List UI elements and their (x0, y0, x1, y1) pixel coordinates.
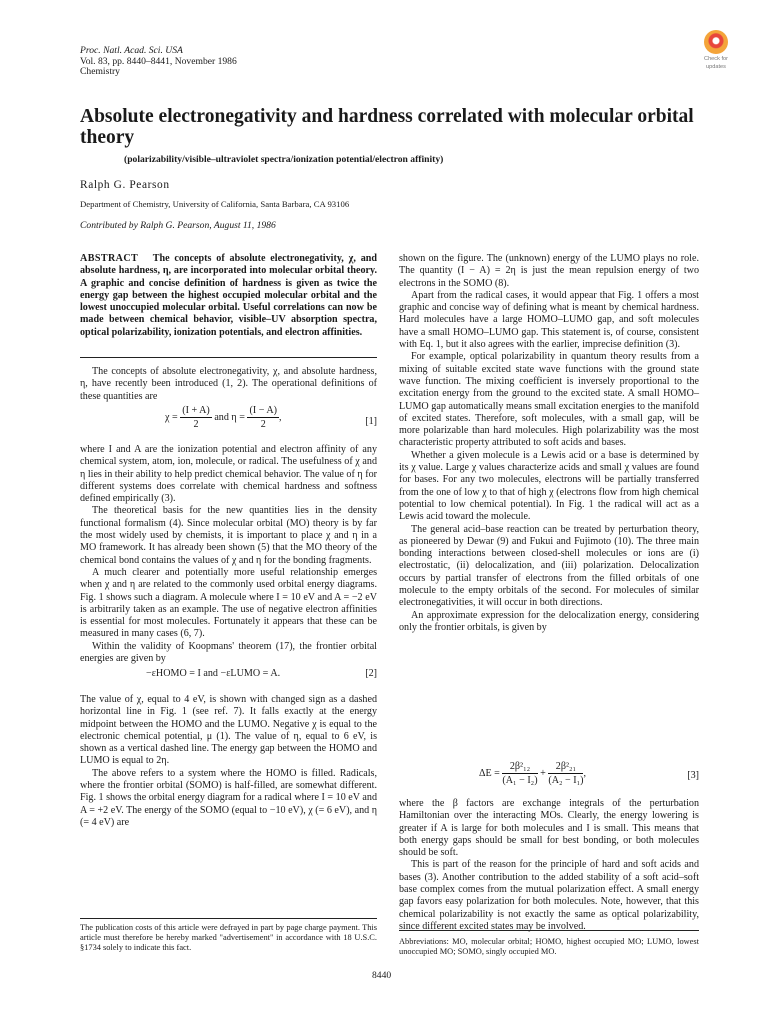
paragraph: Within the validity of Koopmans' theorem (17), the frontier orbital energies are given by (80, 640, 377, 665)
journal-name: Proc. Natl. Acad. Sci. USA (80, 45, 183, 56)
eq1-tail: , (279, 411, 282, 423)
right-column-block-1 (399, 253, 699, 634)
paragraph: Apart from the radical cases, it would appear that Fig. 1 offers a most graphic and concise way of defining what is meant by chemical hardness. Hard molecules have a large HOMO–LUMO gap, and soft molecules have a small HOMO–LUMO gap. This statement is, of course, consistent with Eq. 1, but it also agrees with the earlier, imprecise definition (3). (399, 289, 699, 351)
paragraph: The concepts of absolute electronegativity, χ, and absolute hardness, η, have recently been introduced (1, 2). The operational definitions of these quantities are (80, 366, 377, 402)
paragraph: An approximate expression for the delocalization energy, considering only the frontier orbitals, is given by (399, 609, 699, 633)
left-column-block-3 (80, 694, 377, 829)
eq1-den2: 2 (260, 419, 266, 430)
check-updates-icon (704, 30, 728, 54)
right-column-block-2 (399, 798, 699, 933)
eq3-plus: + (540, 767, 546, 779)
eq1-lhs: χ = (165, 411, 178, 423)
paragraph: where I and A are the ionization potential and electron affinity of any chemical system, atom, ion, molecule, or radical. The usefulness of χ and η lies in their ability to help predict chemical behavior. The value of η for different systems does correlate with chemical hardness and softness defined empirically (3). (80, 444, 377, 505)
eq1-num1: (I + A) (182, 405, 210, 416)
footnote-divider (80, 918, 377, 919)
left-column-block-2 (80, 444, 377, 665)
eq3-fraction-1 (502, 760, 537, 787)
page-number: 8440 (372, 970, 392, 981)
paragraph: Whether a given molecule is a Lewis acid or a base is determined by its χ value. Large χ values characterize acids and small χ values are found for bases. For any two molecules, electrons will be partially transferred from the one of low χ to that of high χ (electrons flow from high chemical potential to low chemical potential). In Fig. 1 the radical will act as a Lewis acid toward the molecule. (399, 449, 699, 523)
abstract-divider (80, 357, 377, 358)
abbreviations-divider (399, 930, 699, 931)
paragraph: shown on the figure. The (unknown) energy of the LUMO plays no role. The quantity (I − A) = 2η is just the mean repulsion energy of two electrons in the SOMO (8). (399, 253, 699, 289)
paragraph: This is part of the reason for the principle of hard and soft acids and bases (3). Another contribution to the added stability of a soft acid–soft base complex comes from the mutual polarization effect. A small energy gap favors easy polarization for both molecules. Note, however, that this chemical polarizability is not exactly the same as optical polarizability, since different excited states may be involved. (399, 859, 699, 932)
eq3-tail: , (583, 767, 587, 779)
abstract-heading: ABSTRACT (80, 253, 139, 264)
eq1-fraction-1 (180, 404, 212, 431)
abbreviations-footnote: Abbreviations: MO, molecular orbital; HOMO, highest occupied MO; LUMO, lowest unoccupied MO; SOMO, singly occupied MO. (399, 937, 699, 956)
paragraph: The theoretical basis for the new quantities lies in the density functional formalism (4). Since molecular orbital (MO) theory is by far the most widely used by chemists, it is important to place χ and η in a MO framework. It has already been shown (5) that the MO theory of the chemical bond contains the values of χ and η for the bonding fragments. (80, 505, 377, 566)
journal-section: Chemistry (80, 66, 120, 78)
eq3-number: [3] (687, 770, 699, 781)
badge-label-1: Check for (704, 56, 728, 62)
eq2-number: [2] (365, 668, 377, 679)
eq1-num2: (I − A) (249, 405, 278, 416)
check-for-updates-badge[interactable] (696, 30, 736, 70)
abstract-text: The concepts of absolute electronegativity, χ, and absolute hardness, η, are incorporated into molecular orbital theory. A graphic and concise definition of hardness is given as twice the energy gap between the highest occupied molecular orbital and the lowest unoccupied molecular orbital. Useful correlations can now be made between chemical behavior, visible–UV absorption spectra, optical polarizability, ionization potentials, and electron affinities. (80, 253, 378, 338)
eq3-den1: (A₁ − I₂) (502, 775, 538, 786)
eq2-text: −εHOMO = I and −εLUMO = A. (146, 668, 281, 679)
paragraph: where the β factors are exchange integrals of the perturbation Hamiltonian over the interacting MOs. Clearly, the energy lowering is greater if A is large for both molecules and I is small. This means that both energy gaps should be small for best bonding, or both molecules should be soft. (399, 798, 699, 859)
eq1-den1: 2 (193, 419, 199, 430)
eq3-fraction-2 (548, 760, 583, 787)
left-column-block-1 (80, 366, 377, 403)
publication-footnote: The publication costs of this article were defrayed in part by page charge payment. This article must therefore be hereby marked "advertisement" in accordance with 18 U.S.C. §1734 solely to indicate this fact. (80, 923, 377, 952)
journal-citation (80, 46, 237, 78)
affiliation: Department of Chemistry, University of California, Santa Barbara, CA 93106 (80, 199, 350, 209)
badge-label-2: updates (706, 64, 726, 70)
eq3-num2: 2β²₂₁ (548, 760, 583, 774)
article-title: Absolute electronegativity and hardness correlated with molecular orbital theory (80, 106, 694, 148)
paragraph: The value of χ, equal to 4 eV, is shown with changed sign as a dashed horizontal line in Fig. 1 (see ref. 7). It falls exactly at the energy midpoint between the HOMO and the LUMO. Negative χ is equal to the electronic chemical potential, μ (1). The value of η, equal to 6 eV, is shown as a vertical dashed line. The energy gap between the HOMO and LUMO is equal to 2η. (80, 694, 377, 767)
journal-volume: Vol. 83, pp. 8440–8441, November 1986 (80, 55, 237, 67)
eq3-den2: (A₂ − I₁) (548, 775, 584, 786)
eq3-lhs: ΔE = (479, 767, 500, 779)
equation-1 (80, 404, 377, 438)
paragraph: A much clearer and potentially more useful relationship emerges when χ and η are related to the commonly used orbital energy diagrams. Fig. 1 shows such a diagram. A molecule where I = 10 eV and A = −2 eV is arbitrarily taken as an example. The use of negative electron affinities is essential for most molecules. Fortunately it appears that these can be measured in many cases (6, 7). (80, 566, 377, 640)
paragraph: The general acid–base reaction can be treated by perturbation theory, as pioneered by Dewar (9) and Fukui and Fujimoto (10). The three main bonding interactions between closed-shell molecules or ions are (i) electrostatic, (ii) delocalization, and (iii) polarization. Delocalization occurs by partial transfer of electrons from the filled orbitals of one molecule to the empty orbitals of the second. For molecules of similar electronegativities, it will occur in both directions. (399, 523, 699, 609)
contributed-by: Contributed by Ralph G. Pearson, August 11, 1986 (80, 220, 276, 231)
eq1-fraction-2 (247, 404, 279, 431)
keywords: (polarizability/visible–ultraviolet spectra/ionization potential/electron affinity) (124, 154, 444, 165)
eq3-num1: 2β²₁₂ (502, 760, 537, 774)
equation-3 (399, 760, 699, 794)
equation-2 (80, 668, 377, 682)
eq1-number: [1] (365, 416, 377, 427)
abstract (80, 253, 377, 339)
eq1-mid: and η = (214, 411, 245, 423)
paragraph: For example, optical polarizability in quantum theory results from a mixing of suitable excited state wave functions with the ground state wave function. The mixing coefficient is inversely proportional to the excitation energy from the ground to the excited state. A small HOMO–LUMO gap automatically means small excitation energies to the manifold of excited states. Therefore, soft molecules, with a small gap, will be more polarizable than hard molecules. High polarizability was the most characteristic property attributed to soft acids and bases. (399, 351, 699, 449)
author-name: Ralph G. Pearson (80, 179, 170, 191)
paragraph: The above refers to a system where the HOMO is filled. Radicals, where the frontier orbital (SOMO) is half-filled, are somewhat different. Fig. 1 shows the orbital energy diagram for a radical where I = 10 eV and A = +2 eV. The energy of the SOMO (equal to −10 eV), χ (= 6 eV), and η (= 4 eV) are (80, 767, 377, 828)
